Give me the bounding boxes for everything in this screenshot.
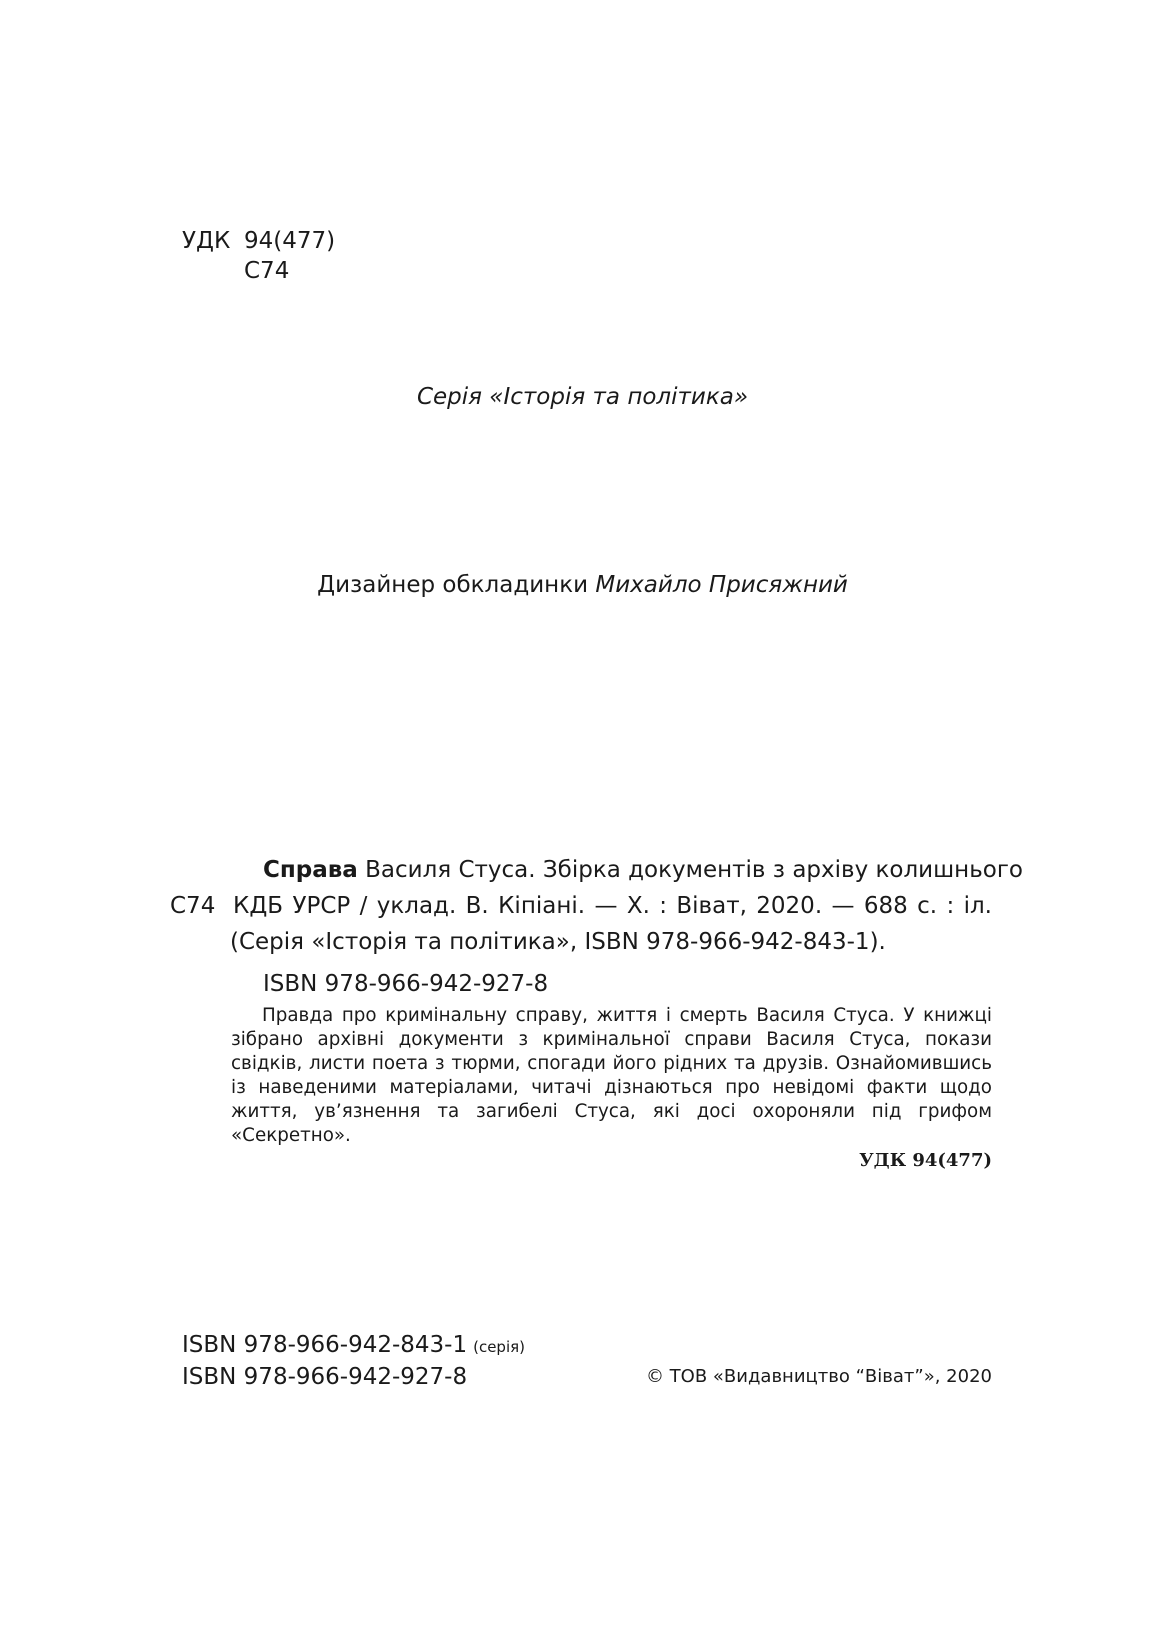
- designer-name: Михайло Присяжний: [595, 572, 848, 598]
- record-index: С74: [170, 893, 216, 919]
- abstract-paragraph: Правда про кримінальну справу, життя і смерть Василя Стуса. У книжці зібрано архівні документи з кримінальної справи Василя Стуса, покази свідків, листи поета з тюрми, спогади його рідних та друзів. Ознайомившись із наведеними матеріалами, читачі дізнаються про невідомі факти щодо життя, ув’язнення та загибелі Стуса, які досі охороняли під грифом «Секретно».: [231, 1005, 992, 1146]
- isbn-series-note: (серія): [473, 1338, 526, 1356]
- record-isbn: ISBN 978-966-942-927-8: [263, 971, 549, 997]
- record-line-3: (Серія «Історія та політика», ISBN 978-966-942-843-1).: [230, 929, 886, 955]
- isbn-list: [182, 1330, 525, 1392]
- record-line-1: Василя Стуса. Збірка документів з архіву колишнього: [357, 857, 1023, 883]
- isbn-book: [182, 1362, 525, 1392]
- copyright-notice: © ТОВ «Видавництво “Віват”», 2020: [645, 1366, 992, 1387]
- udk-label: УДК: [182, 228, 231, 254]
- designer-prefix: Дизайнер обкладинки: [317, 572, 589, 598]
- bibliographic-record: [170, 852, 1023, 1002]
- record-line-2: КДБ УРСР / уклад. В. Кіпіані. — Х. : Віват, 2020. — 688 с. : іл.: [233, 893, 992, 919]
- isbn-book-value: ISBN 978-966-942-927-8: [182, 1364, 468, 1390]
- isbn-series: [182, 1330, 525, 1362]
- series-line: Серія «Історія та політика»: [416, 384, 749, 410]
- record-title: Справа: [263, 857, 358, 883]
- udk-code: 94(477): [244, 228, 336, 254]
- isbn-series-value: ISBN 978-966-942-843-1: [182, 1332, 468, 1358]
- udk-header: [182, 226, 335, 286]
- author-mark: С74: [244, 258, 290, 284]
- udk-footer: УДК 94(477): [859, 1150, 992, 1171]
- cover-designer: [0, 572, 1165, 598]
